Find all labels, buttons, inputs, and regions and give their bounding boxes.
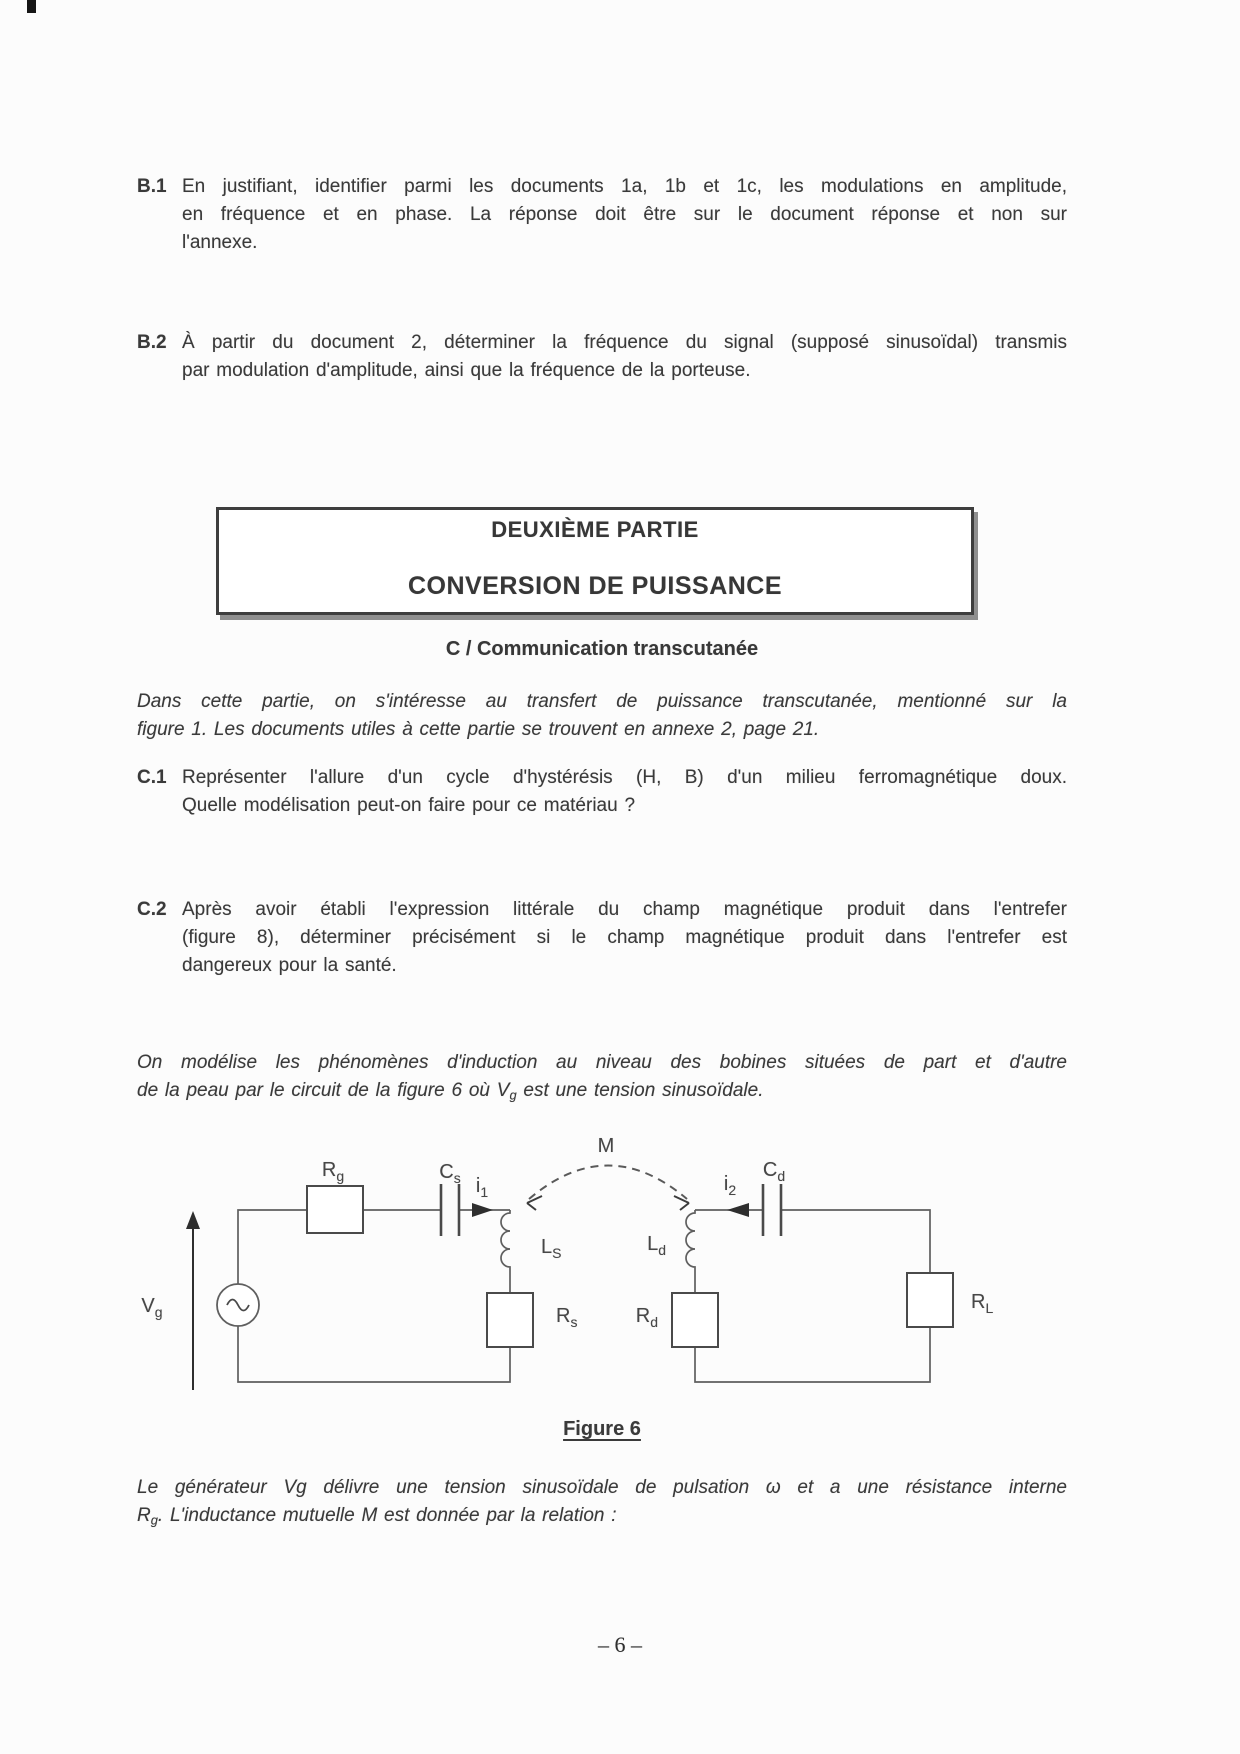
section-heading-c: C / Communication transcutanée	[445, 638, 759, 660]
label-i1: $i_1$	[475, 1175, 489, 1200]
question-b2-label: B.2	[137, 332, 167, 353]
rg-subscript: g	[150, 1512, 158, 1528]
label-rl: $R_L$	[971, 1291, 994, 1316]
model-note-line2-end: est une tension sinusoïdale.	[516, 1080, 764, 1101]
model-note	[137, 1049, 1067, 1110]
question-b2-line1: À partir du document 2, déterminer la fréquence du signal (supposé sinusoïdal) transmis	[182, 332, 1067, 353]
resistor-rs	[487, 1293, 533, 1347]
model-note-line2	[137, 1077, 1067, 1110]
label-ld: $L_d$	[647, 1233, 666, 1258]
intro-note-line1: Dans cette partie, on s'intéresse au transfert de puissance transcutanée, mentionné sur la	[137, 691, 1067, 712]
figure6-caption-text: Figure 6	[563, 1418, 641, 1440]
intro-note	[137, 688, 1067, 744]
wire	[695, 1327, 930, 1382]
wire	[238, 1326, 510, 1382]
closing-note	[137, 1474, 1067, 1535]
closing-note-line1: Le générateur Vg délivre une tension sinusoïdale de pulsation ω et a une résistance interne	[137, 1477, 1067, 1498]
part-title-line2: CONVERSION DE PUISSANCE	[407, 572, 783, 600]
page-number: – 6 –	[598, 1632, 642, 1657]
question-c2-label: C.2	[137, 899, 167, 920]
current-arrow-i1	[472, 1203, 493, 1217]
figure6-caption	[137, 1418, 1067, 1441]
wire	[781, 1210, 930, 1273]
model-note-line1: On modélise les phénomènes d'induction au niveau des bobines situées de part et d'autre	[137, 1052, 1067, 1073]
label-rg: $R_g$	[321, 1159, 345, 1184]
question-b2	[137, 329, 1067, 385]
question-c1-label: C.1	[137, 767, 167, 788]
ac-source	[217, 1284, 259, 1326]
vg-voltage-arrow	[186, 1211, 200, 1390]
capacitor-cs	[441, 1184, 459, 1236]
resistor-rl	[907, 1273, 953, 1327]
question-c2-line3: dangereux pour la santé.	[182, 955, 397, 976]
label-vg: $V_g$	[141, 1295, 163, 1320]
vg-subscript: g	[509, 1087, 517, 1103]
label-rd: $R_d$	[635, 1305, 658, 1330]
question-b2-line2: par modulation d'amplitude, ainsi que la fréquence de la porteuse.	[182, 360, 751, 381]
label-rs: $R_s$	[556, 1305, 578, 1330]
label-ls: $L_S$	[541, 1236, 562, 1261]
wire	[238, 1210, 307, 1284]
label-cd: $C_d$	[762, 1159, 786, 1184]
figure6-circuit	[120, 1128, 1060, 1400]
question-c2	[137, 896, 1067, 980]
label-i2: $i_2$	[723, 1173, 737, 1198]
current-arrow-i2	[727, 1203, 749, 1217]
question-c1-line1: Représenter l'allure d'un cycle d'hystérésis (H, B) d'un milieu ferromagnétique doux.	[182, 767, 1067, 788]
label-cs: $C_s$	[439, 1161, 461, 1186]
mutual-inductance-arc	[527, 1166, 689, 1211]
part-title-box	[216, 507, 974, 615]
part-title-line1: DEUXIÈME PARTIE	[491, 517, 699, 542]
question-b1	[137, 173, 1067, 257]
question-c1	[137, 764, 1067, 820]
scan-artifact	[27, 0, 36, 13]
question-c1-line2: Quelle modélisation peut-on faire pour ce matériau ?	[182, 795, 636, 816]
question-c2-line2: (figure 8), déterminer précisément si le champ magnétique produit dans l'entrefer est	[182, 927, 1067, 948]
capacitor-cd	[763, 1184, 781, 1236]
closing-note-line2-end: . L'inductance mutuelle M est donnée par la relation :	[157, 1505, 617, 1526]
question-c2-line1: Après avoir établi l'expression littérale du champ magnétique produit dans l'entrefer	[182, 899, 1067, 920]
question-b1-line3: l'annexe.	[182, 232, 258, 253]
resistor-rd	[672, 1293, 718, 1347]
inductor-ls	[501, 1210, 510, 1293]
label-m: M	[597, 1135, 615, 1157]
inductor-ld	[686, 1210, 695, 1293]
question-b1-line2: en fréquence et en phase. La réponse doit être sur le document réponse et non sur	[182, 204, 1067, 225]
question-b1-label: B.1	[137, 176, 167, 197]
closing-note-line2	[137, 1502, 1067, 1535]
intro-note-line2: figure 1. Les documents utiles à cette partie se trouvent en annexe 2, page 21.	[137, 719, 820, 740]
closing-note-rg-base: R	[137, 1505, 151, 1526]
model-note-line2-text: de la peau par le circuit de la figure 6 où V	[137, 1080, 510, 1101]
resistor-rg	[307, 1186, 363, 1233]
question-b1-line1: En justifiant, identifier parmi les documents 1a, 1b et 1c, les modulations en amplitude,	[182, 176, 1067, 197]
